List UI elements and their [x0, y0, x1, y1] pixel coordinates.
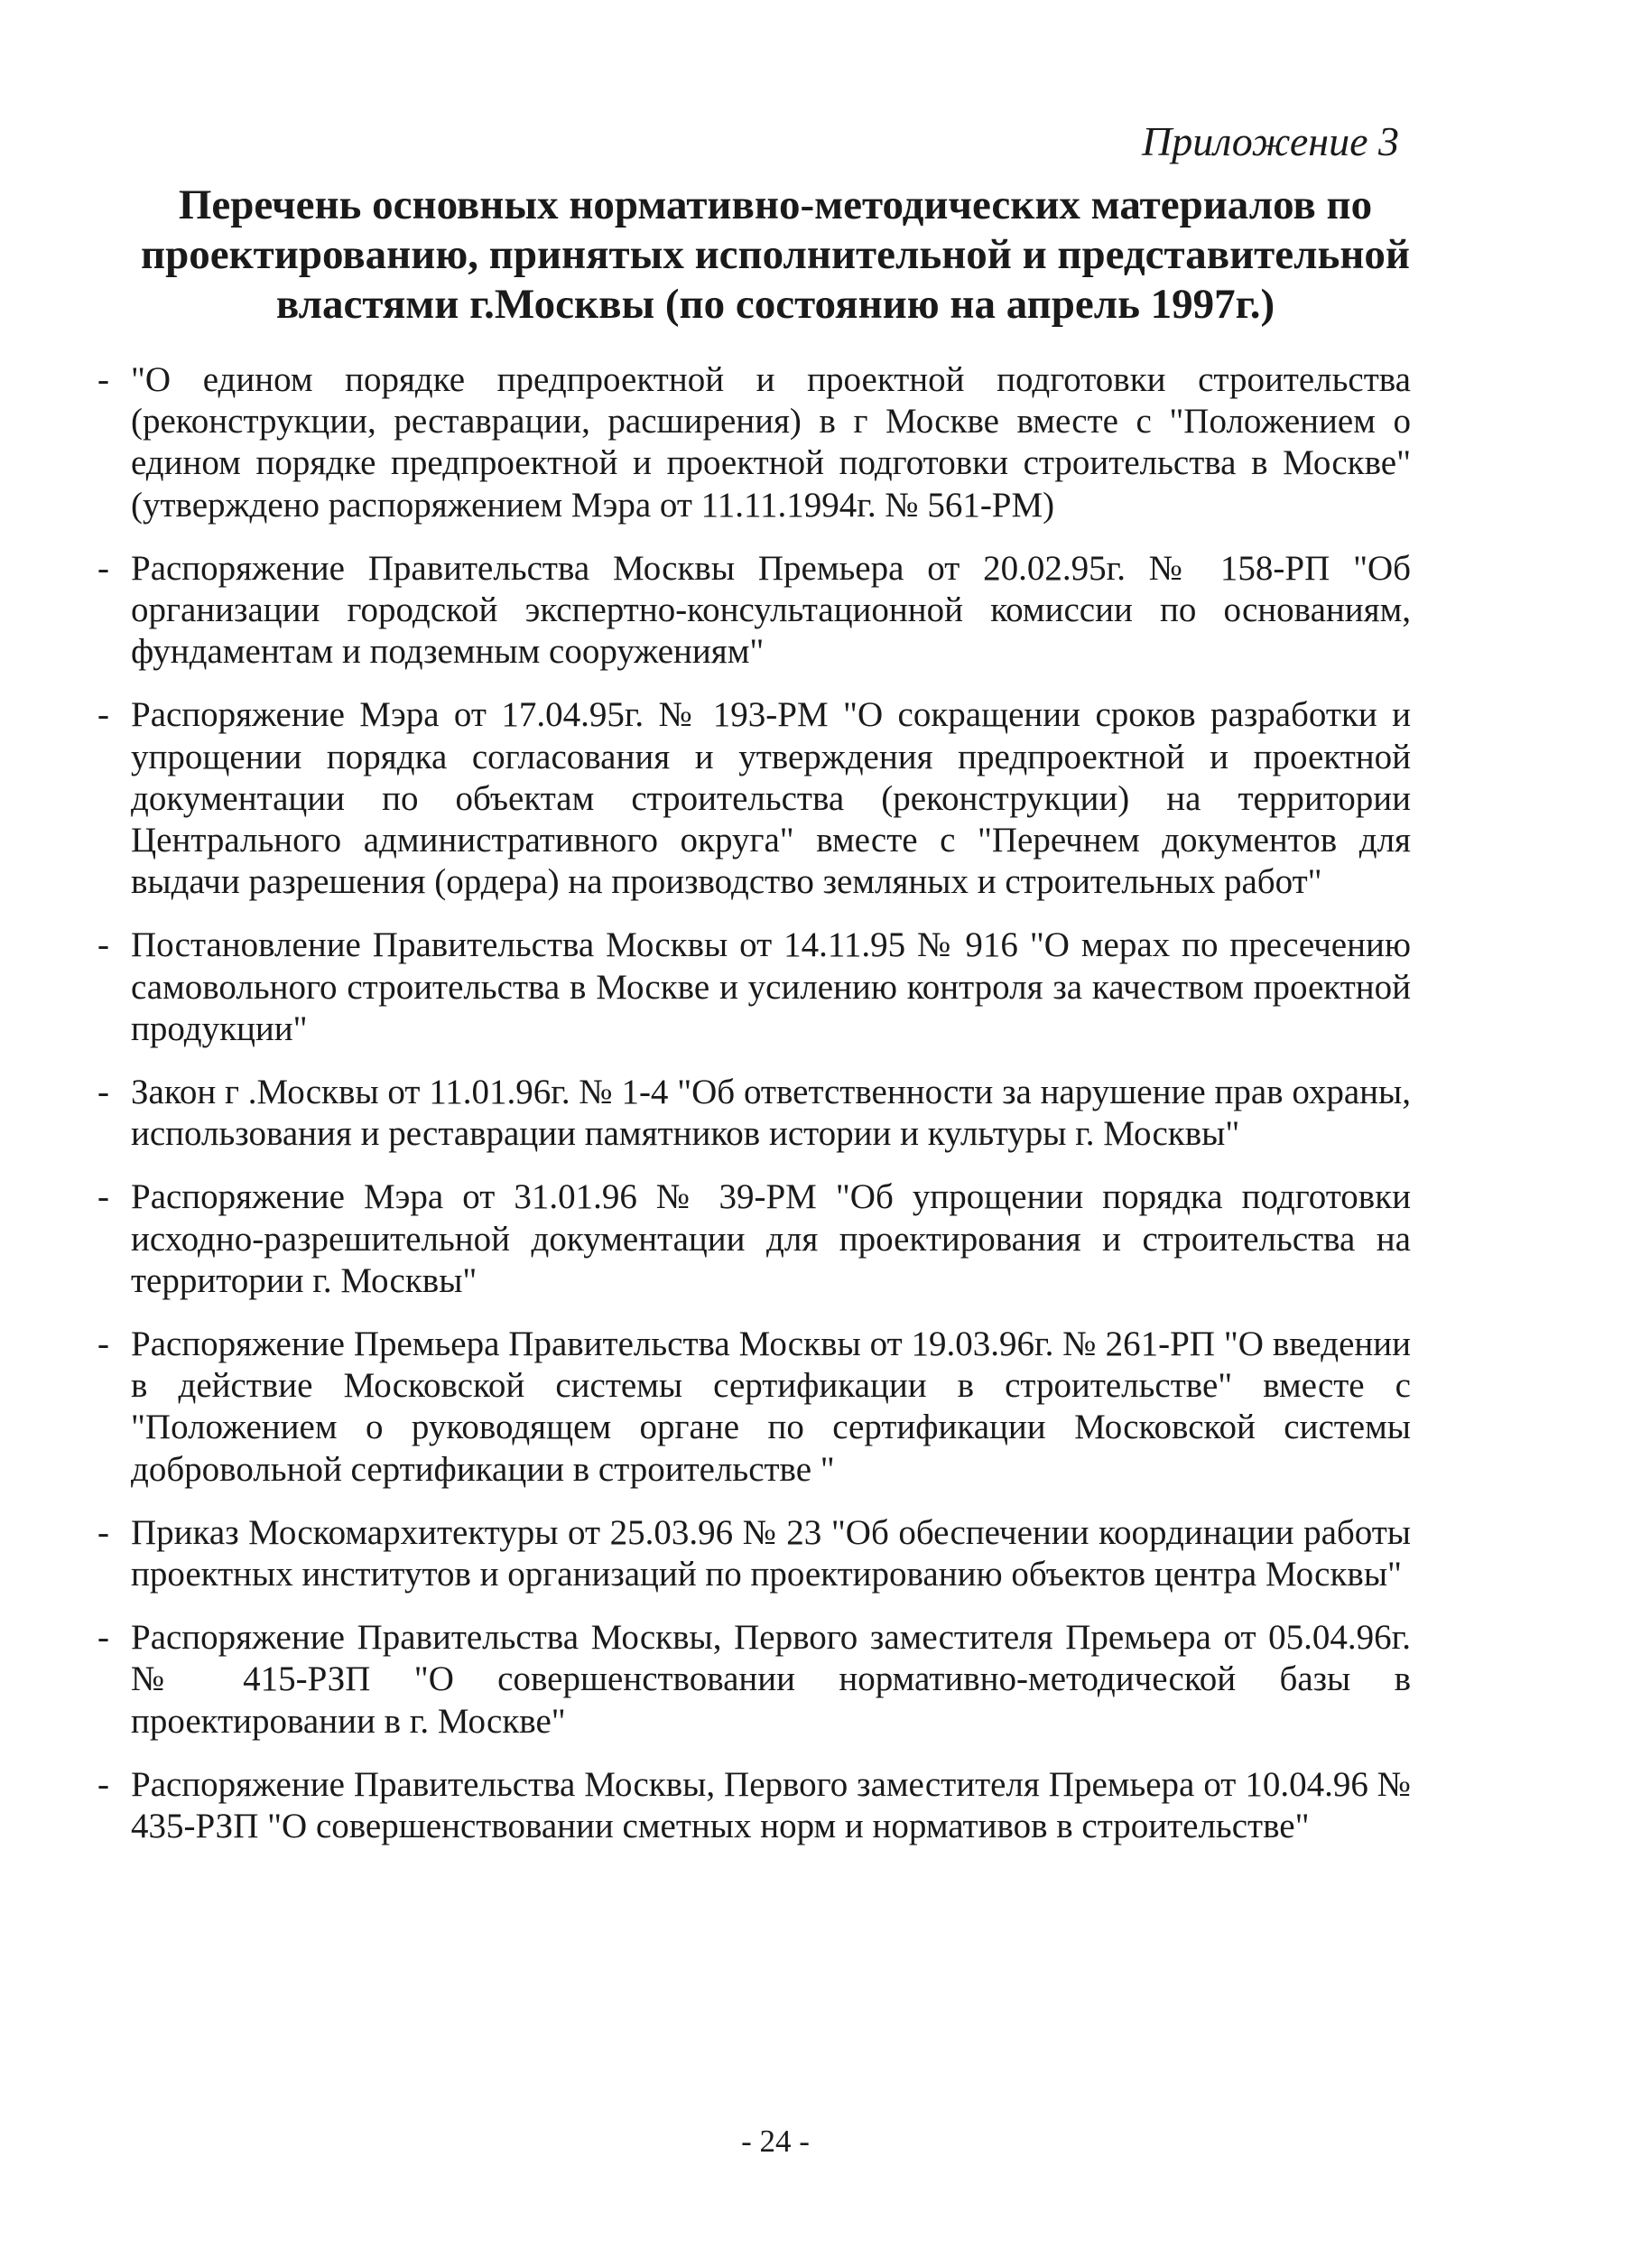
- list-item: [97, 359, 1411, 526]
- list-item-text: Приказ Москомархитектуры от 25.03.96 № 23 "Об обеспечении координации работы проектных институтов и организаций по проектированию объектов центра Москвы": [131, 1512, 1411, 1594]
- list-item: [97, 1324, 1411, 1491]
- appendix-label: Приложение 3: [1141, 118, 1399, 164]
- regulations-list: [97, 359, 1411, 1869]
- list-item-text: "О едином порядке предпроектной и проектной подготовки строительства (реконструкции, реставрации, расширения) в г Москве вместе с "Положением о едином порядке предпроектной и проектной подготовки строительства в Москве" (утверждено распоряжением Мэра от 11.11.1994г. № 561-РМ): [131, 360, 1411, 525]
- list-bullet: -: [97, 1618, 109, 1658]
- document-title: Перечень основных нормативно-методических материалов по проектированию, принятых исполнительной и представительной властями г.Москвы (по состоянию на апрель 1997г.): [141, 181, 1410, 328]
- list-item-text: Распоряжение Правительства Москвы, Первого заместителя Премьера от 05.04.96г. № 415-РЗП "О совершенствовании нормативно-методической базы в проектировании в г. Москве": [131, 1618, 1411, 1741]
- list-item-text: Распоряжение Мэра от 31.01.96 № 39-РМ "Об упрощении порядка подготовки исходно-разрешительной документации для проектирования и строительства на территории г. Москвы": [131, 1177, 1411, 1300]
- list-bullet: -: [97, 1512, 109, 1552]
- list-bullet: -: [97, 360, 109, 399]
- list-bullet: -: [97, 1325, 109, 1364]
- page-number: - 24 -: [741, 2124, 810, 2159]
- list-item: [97, 1617, 1411, 1743]
- list-item-text: Распоряжение Премьера Правительства Москвы от 19.03.96г. № 261-РП "О введении в действие Московской системы сертификации в строительстве" вместе с "Положением о руководящем органе по сертификации Московской системы добровольной сертификации в строительстве ": [131, 1325, 1411, 1489]
- list-bullet: -: [97, 695, 109, 735]
- list-item-text: Распоряжение Правительства Москвы, Первого заместителя Премьера от 10.04.96 № 435-РЗП "О совершенствовании сметных норм и нормативов в строительстве": [131, 1764, 1411, 1846]
- list-bullet: -: [97, 925, 109, 965]
- list-item-text: Закон г .Москвы от 11.01.96г. № 1-4 "Об ответственности за нарушение прав охраны, использования и реставрации памятников истории и культуры г. Москвы": [131, 1073, 1411, 1154]
- list-item-text: Распоряжение Мэра от 17.04.95г. № 193-РМ "О сокращении сроков разработки и упрощении порядка согласования и утверждения предпроектной и проектной документации по объектам строительства (реконструкции) на территории Центрального административного округа" вместе с "Перечнем документов для выдачи разрешения (ордера) на производство земляных и строительных работ": [131, 695, 1411, 902]
- list-bullet: -: [97, 1177, 109, 1217]
- list-item: [97, 1072, 1411, 1155]
- list-item: [97, 925, 1411, 1050]
- list-item: [97, 1764, 1411, 1847]
- list-item: [97, 548, 1411, 674]
- list-bullet: -: [97, 1073, 109, 1112]
- list-item-text: Распоряжение Правительства Москвы Премьера от 20.02.95г. № 158-РП "Об организации городской экспертно-консультационной комиссии по основаниям, фундаментам и подземным сооружениям": [131, 548, 1411, 672]
- list-item-text: Постановление Правительства Москвы от 14.11.95 № 916 "О мерах по пресечению самовольного строительства в Москве и усилению контроля за качеством проектной продукции": [131, 925, 1411, 1048]
- list-item: [97, 694, 1411, 903]
- list-bullet: -: [97, 1764, 109, 1804]
- list-item: [97, 1512, 1411, 1595]
- list-bullet: -: [97, 548, 109, 588]
- list-item: [97, 1176, 1411, 1302]
